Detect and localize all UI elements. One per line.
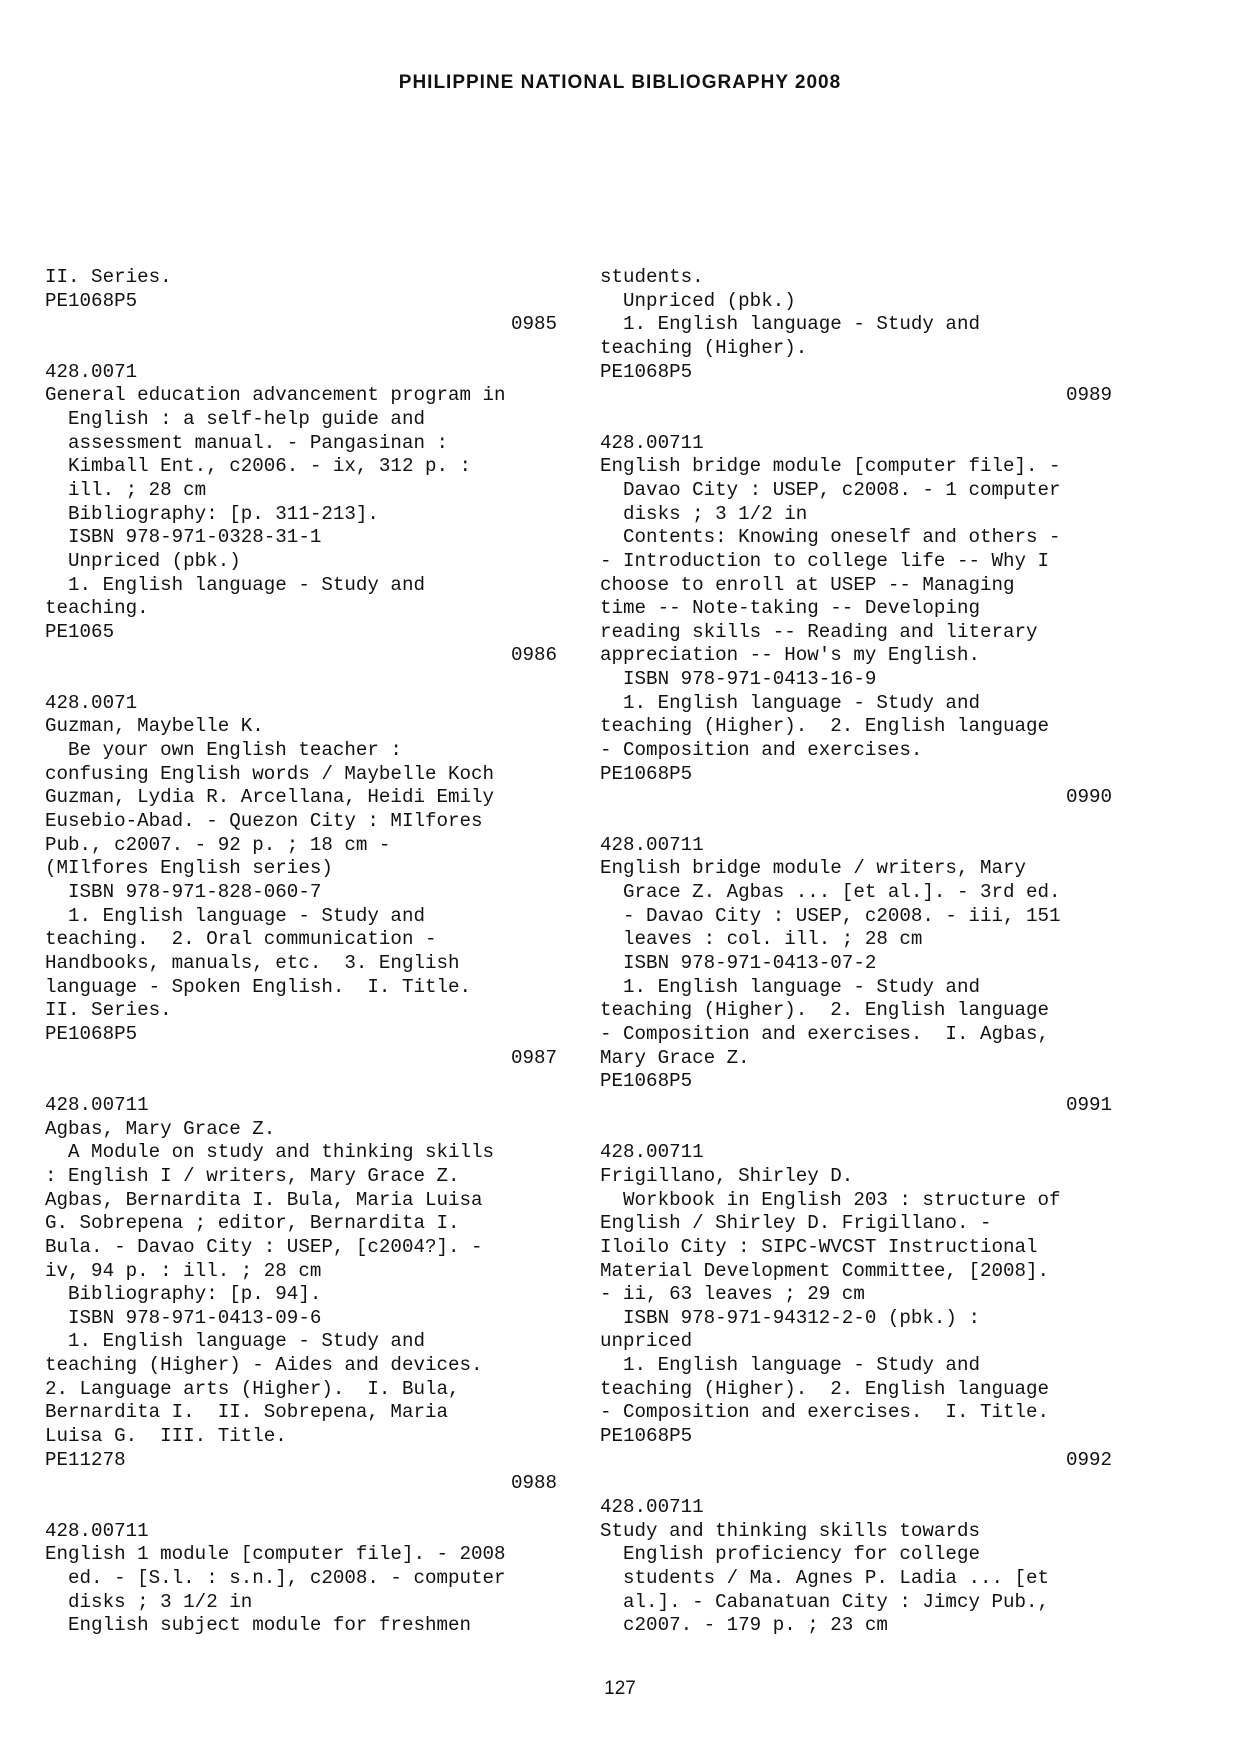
call-number: 428.00711 (600, 1141, 704, 1164)
entry-gap (600, 408, 1112, 432)
entry-number: 0992 (1065, 1448, 1112, 1471)
entry-line: - Davao City : USEP, c2008. - iii, 151 (600, 904, 1061, 927)
entry-number: 0986 (510, 644, 557, 667)
entry-gap (600, 1472, 1112, 1496)
entry-line: assessment manual. - Pangasinan : (45, 431, 449, 454)
bibliography-entry (600, 1141, 1112, 1472)
entry-line: English bridge module / writers, Mary (600, 857, 1027, 880)
entry-line: II. Series. (45, 266, 172, 288)
right-column (600, 266, 1112, 1638)
entry-line: Guzman, Maybelle K. (45, 715, 264, 738)
entry-number: 0985 (510, 313, 557, 336)
entry-line: English : a self-help guide and (45, 407, 425, 430)
running-head-title: PHILIPPINE NATIONAL BIBLIOGRAPHY 2008 (398, 72, 842, 93)
entry-line: teaching. (45, 597, 149, 620)
entry-line: ISBN 978-971-94312-2-0 (pbk.) : (600, 1306, 980, 1329)
bibliography-entry (45, 1520, 557, 1638)
entry-line: Mary Grace Z. (600, 1046, 750, 1069)
call-number: 428.0071 (45, 691, 138, 714)
bibliography-entry (600, 834, 1112, 1118)
entry-line: English subject module for freshmen (45, 1614, 472, 1637)
entry-line: 1. English language - Study and (600, 975, 980, 998)
entry-line: PE1068P5 (600, 762, 693, 785)
entry-number: 0989 (1065, 384, 1112, 407)
entry-line: al.]. - Cabanatuan City : Jimcy Pub., (600, 1590, 1050, 1613)
entry-line: Bula. - Davao City : USEP, [c2004?]. - (45, 1235, 483, 1258)
call-number: 428.00711 (45, 1093, 149, 1116)
entry-line: General education advancement program in (45, 384, 506, 407)
entry-line: iv, 94 p. : ill. ; 28 cm (45, 1259, 322, 1282)
entry-line: - ii, 63 leaves ; 29 cm (600, 1283, 865, 1306)
call-number: 428.00711 (600, 1496, 704, 1519)
entry-line: teaching. 2. Oral communication - (45, 928, 437, 951)
entry-line: Iloilo City : SIPC-WVCST Instructional (600, 1235, 1038, 1258)
entry-line: PE1065 (45, 620, 115, 643)
entry-line: students. (600, 266, 704, 288)
entry-line: Kimball Ent., c2006. - ix, 312 p. : (45, 455, 472, 478)
entry-line: PE1068P5 (45, 1022, 138, 1045)
entry-line: teaching (Higher). 2. English language (600, 1377, 1050, 1400)
call-number: 428.00711 (600, 431, 704, 454)
entry-line: teaching (Higher). (600, 336, 808, 359)
entry-line: G. Sobrepena ; editor, Bernardita I. (45, 1212, 460, 1235)
entry-line: ed. - [S.l. : s.n.], c2008. - computer (45, 1567, 506, 1590)
bibliography-entry (600, 432, 1112, 811)
entry-line: confusing English words / Maybelle Koch (45, 762, 495, 785)
bibliography-entry (45, 692, 557, 1071)
entry-line: appreciation -- How's my English. (600, 644, 980, 667)
entry-line: 1. English language - Study and (45, 573, 425, 596)
continued-entry (45, 266, 557, 337)
entry-line: teaching (Higher) - Aides and devices. (45, 1354, 483, 1377)
entry-line: reading skills -- Reading and literary (600, 620, 1038, 643)
entry-line: Agbas, Bernardita I. Bula, Maria Luisa (45, 1188, 483, 1211)
entry-line: II. Series. (45, 999, 172, 1022)
entry-line: Davao City : USEP, c2008. - 1 computer (600, 478, 1061, 501)
entry-line: PE1068P5 (600, 1070, 693, 1093)
entry-line: ISBN 978-971-0328-31-1 (45, 526, 322, 549)
entry-line: Handbooks, manuals, etc. 3. English (45, 952, 460, 974)
entry-line: A Module on study and thinking skills (45, 1141, 495, 1164)
entry-line: Eusebio-Abad. - Quezon City : MIlfores (45, 810, 483, 833)
entry-line: ISBN 978-971-0413-07-2 (600, 952, 877, 974)
entry-gap (45, 1496, 557, 1520)
entry-line: (MIlfores English series) (45, 857, 333, 880)
entry-line: Luisa G. III. Title. (45, 1425, 287, 1448)
entry-line: teaching (Higher). 2. English language (600, 715, 1050, 738)
entry-number: 0990 (1065, 786, 1112, 809)
entry-line: 1. English language - Study and (45, 1330, 425, 1353)
entry-line: leaves : col. ill. ; 28 cm (600, 928, 923, 951)
entry-line: 1. English language - Study and (45, 904, 425, 927)
entry-gap (600, 1118, 1112, 1142)
bibliography-entry (45, 361, 557, 669)
entry-line: Material Development Committee, [2008]. (600, 1259, 1050, 1282)
call-number: 428.00711 (600, 833, 704, 856)
entry-line: PE1068P5 (45, 289, 138, 312)
entry-line: English / Shirley D. Frigillano. - (600, 1212, 992, 1235)
continued-entry (600, 266, 1112, 408)
bibliography-entry (45, 1094, 557, 1496)
entry-line: Contents: Knowing oneself and others - (600, 526, 1061, 549)
entry-line: teaching (Higher). 2. English language (600, 999, 1050, 1022)
entry-line: disks ; 3 1/2 in (45, 1590, 253, 1613)
entry-line: ISBN 978-971-828-060-7 (45, 881, 322, 904)
entry-line: Frigillano, Shirley D. (600, 1164, 854, 1187)
entry-line: Pub., c2007. - 92 p. ; 18 cm - (45, 833, 391, 856)
entry-number: 0987 (510, 1046, 557, 1069)
entry-number: 0988 (510, 1472, 557, 1495)
entry-line: disks ; 3 1/2 in (600, 502, 808, 525)
entry-line: Study and thinking skills towards (600, 1519, 980, 1542)
entry-line: language - Spoken English. I. Title. (45, 975, 472, 998)
entry-gap (600, 810, 1112, 834)
entry-line: choose to enroll at USEP -- Managing (600, 573, 1015, 596)
left-column (45, 266, 557, 1638)
entry-line: Workbook in English 203 : structure of (600, 1188, 1061, 1211)
entry-line: Unpriced (pbk.) (600, 289, 796, 312)
entry-line: time -- Note-taking -- Developing (600, 597, 980, 620)
entry-line: PE1068P5 (600, 360, 693, 383)
entry-line: Guzman, Lydia R. Arcellana, Heidi Emily (45, 786, 495, 809)
call-number: 428.0071 (45, 360, 138, 383)
entry-line: - Composition and exercises. (600, 739, 923, 762)
entry-line: ISBN 978-971-0413-09-6 (45, 1306, 322, 1329)
entry-gap (45, 668, 557, 692)
entry-line: 2. Language arts (Higher). I. Bula, (45, 1377, 460, 1400)
entry-line: Bibliography: [p. 94]. (45, 1283, 322, 1306)
entry-line: c2007. - 179 p. ; 23 cm (600, 1614, 888, 1637)
call-number: 428.00711 (45, 1519, 149, 1542)
entry-line: students / Ma. Agnes P. Ladia ... [et (600, 1567, 1050, 1590)
entry-line: - Composition and exercises. I. Agbas, (600, 1022, 1050, 1045)
entry-line: Unpriced (pbk.) (45, 549, 241, 572)
entry-line: Agbas, Mary Grace Z. (45, 1117, 276, 1140)
entry-line: English proficiency for college (600, 1543, 980, 1566)
entry-line: English 1 module [computer file]. - 2008 (45, 1543, 506, 1566)
entry-number: 0991 (1065, 1093, 1112, 1116)
entry-line: PE1068P5 (600, 1425, 693, 1448)
entry-line: 1. English language - Study and (600, 313, 980, 336)
entry-line: English bridge module [computer file]. - (600, 455, 1061, 478)
entry-line: Grace Z. Agbas ... [et al.]. - 3rd ed. (600, 881, 1061, 904)
entry-line: ill. ; 28 cm (45, 478, 207, 501)
entry-gap (45, 337, 557, 361)
entry-line: - Introduction to college life -- Why I (600, 549, 1050, 572)
entry-line: - Composition and exercises. I. Title. (600, 1401, 1050, 1424)
entry-line: Be your own English teacher : (45, 739, 402, 762)
entry-line: 1. English language - Study and (600, 1354, 980, 1377)
page-number: 127 (604, 1678, 636, 1699)
entry-line: 1. English language - Study and (600, 691, 980, 714)
entry-line: unpriced (600, 1330, 693, 1353)
entry-line: Bernardita I. II. Sobrepena, Maria (45, 1401, 449, 1424)
entry-line: : English I / writers, Mary Grace Z. (45, 1164, 460, 1187)
entry-line: ISBN 978-971-0413-16-9 (600, 668, 877, 691)
entry-line: PE11278 (45, 1448, 126, 1471)
bibliography-entry (600, 1496, 1112, 1638)
entry-line: Bibliography: [p. 311-213]. (45, 502, 379, 525)
entry-gap (45, 1070, 557, 1094)
